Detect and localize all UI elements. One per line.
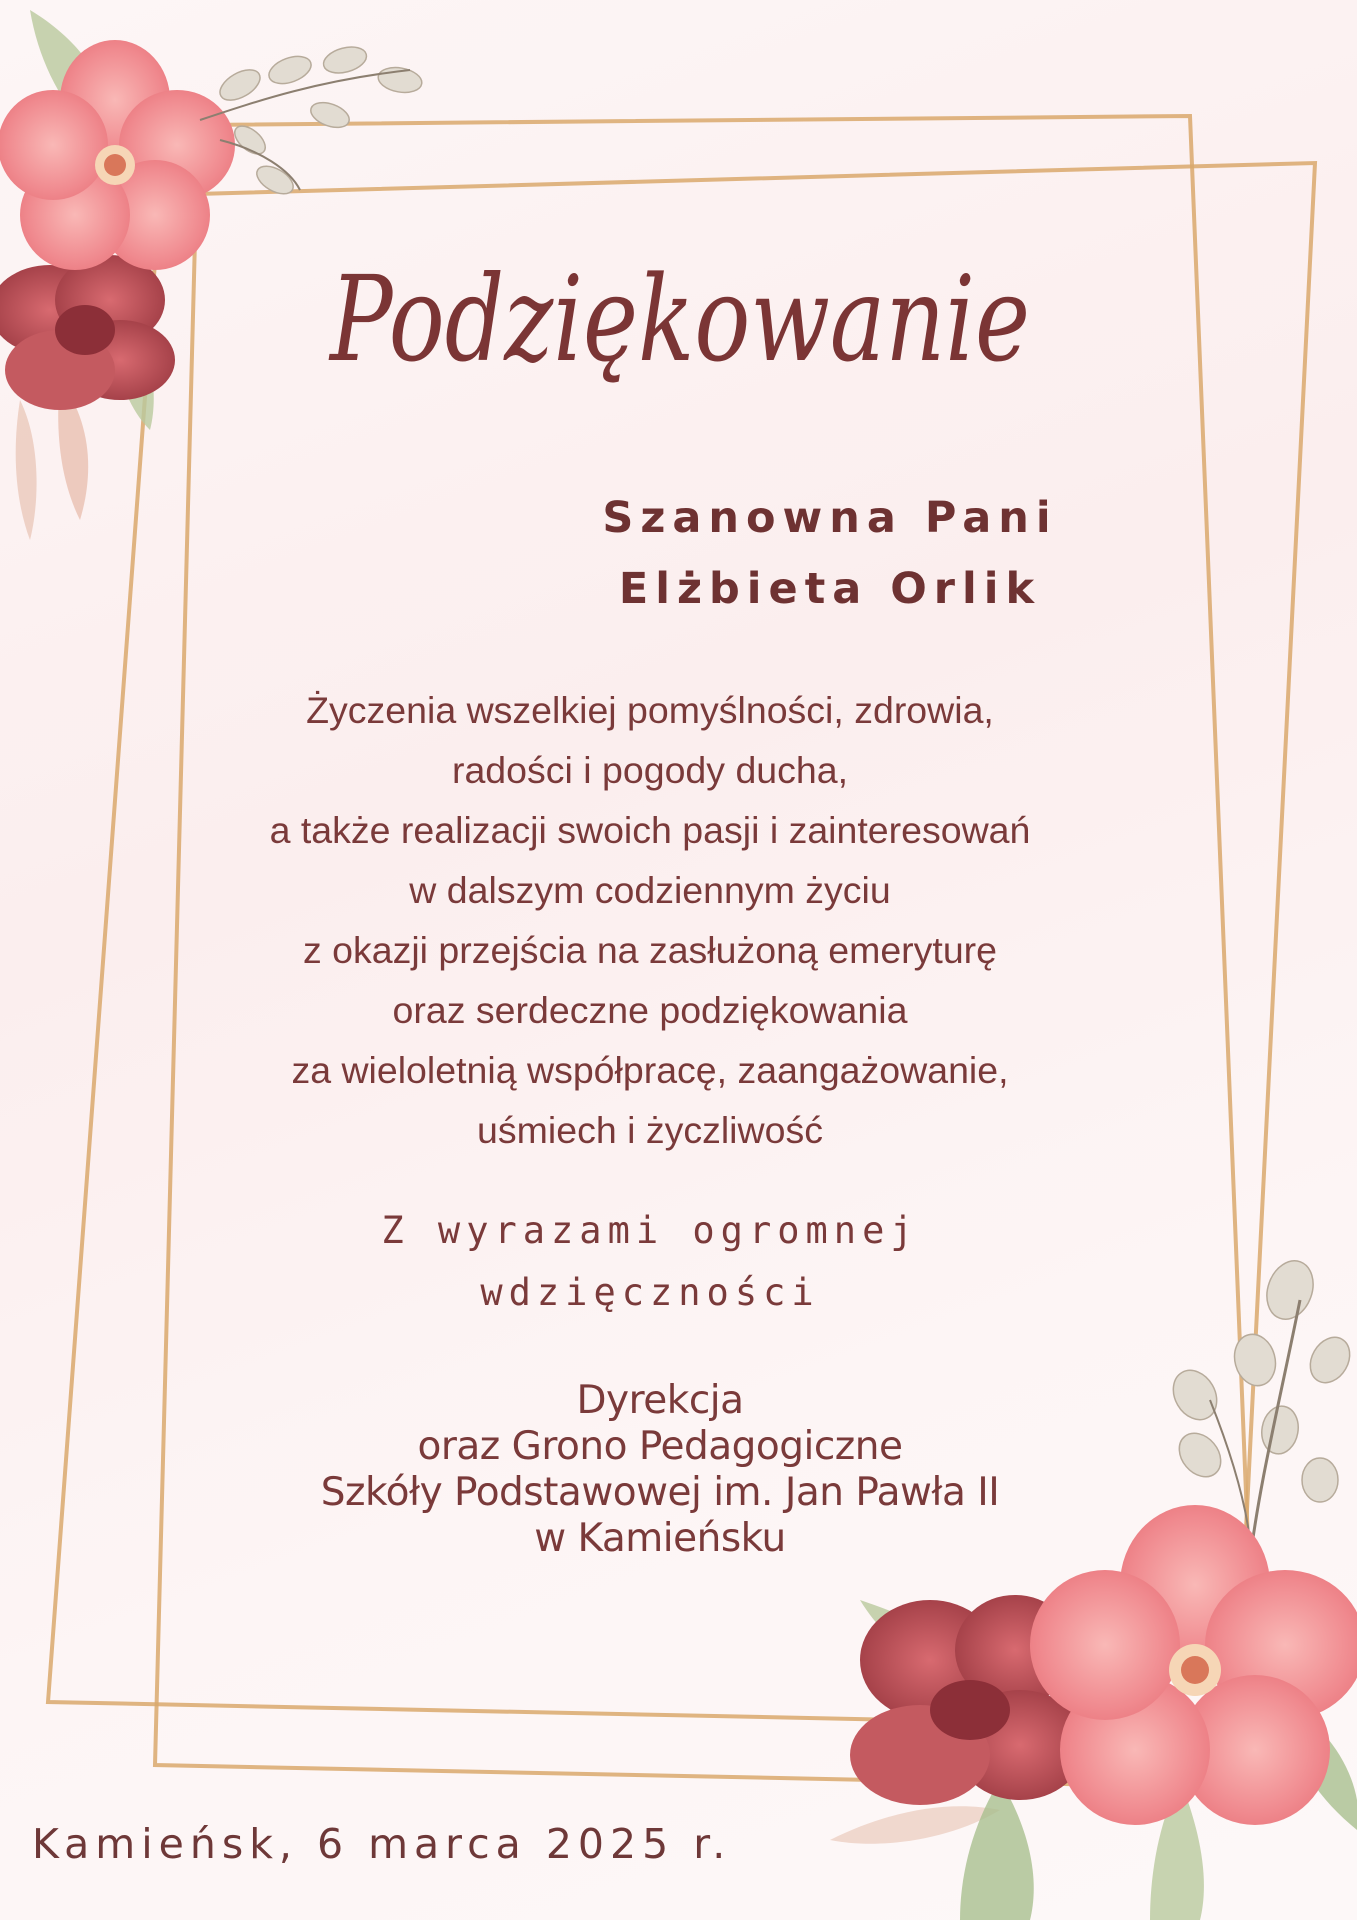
recipient-line-1: Szanowna Pani bbox=[602, 493, 1058, 543]
wishes-line: uśmiech i życzliwość bbox=[477, 1109, 823, 1151]
regards bbox=[260, 1200, 1040, 1324]
wishes-line: radości i pogody ducha, bbox=[451, 749, 849, 791]
place-date: Kamieńsk, 6 marca 2025 r. bbox=[32, 1820, 732, 1868]
wishes-line: za wieloletnią współpracę, zaangażowanie, bbox=[291, 1049, 1009, 1091]
signature-line-2: oraz Grono Pedagogiczne bbox=[417, 1424, 903, 1469]
wishes-line: w dalszym codziennym życiu bbox=[409, 869, 891, 911]
regards-line-1: Z wyrazami ogromnej bbox=[381, 1209, 919, 1252]
wishes-line: oraz serdeczne podziękowania bbox=[392, 989, 908, 1031]
recipient-line-2: Elżbieta Orlik bbox=[618, 564, 1042, 614]
signature-line-4: w Kamieńsku bbox=[534, 1516, 786, 1561]
signature-line-1: Dyrekcja bbox=[576, 1378, 744, 1423]
title-text: Podziękowanie bbox=[328, 250, 1030, 388]
signature-line-3: Szkóły Podstawowej im. Jan Pawła II bbox=[320, 1470, 1000, 1515]
wishes-line: a także realizacji swoich pasji i zainteresowań bbox=[269, 809, 1031, 851]
signature bbox=[160, 1378, 1160, 1562]
wishes-line: z okazji przejścia na zasłużoną emeryturę bbox=[302, 929, 998, 971]
bottom-right-flowers bbox=[830, 1254, 1357, 1920]
regards-line-2: wdzięczności bbox=[480, 1271, 820, 1314]
card-title bbox=[300, 210, 1060, 440]
wishes-line: Życzenia wszelkiej pomyślności, zdrowia, bbox=[306, 689, 994, 731]
wishes-text bbox=[160, 680, 1140, 1160]
